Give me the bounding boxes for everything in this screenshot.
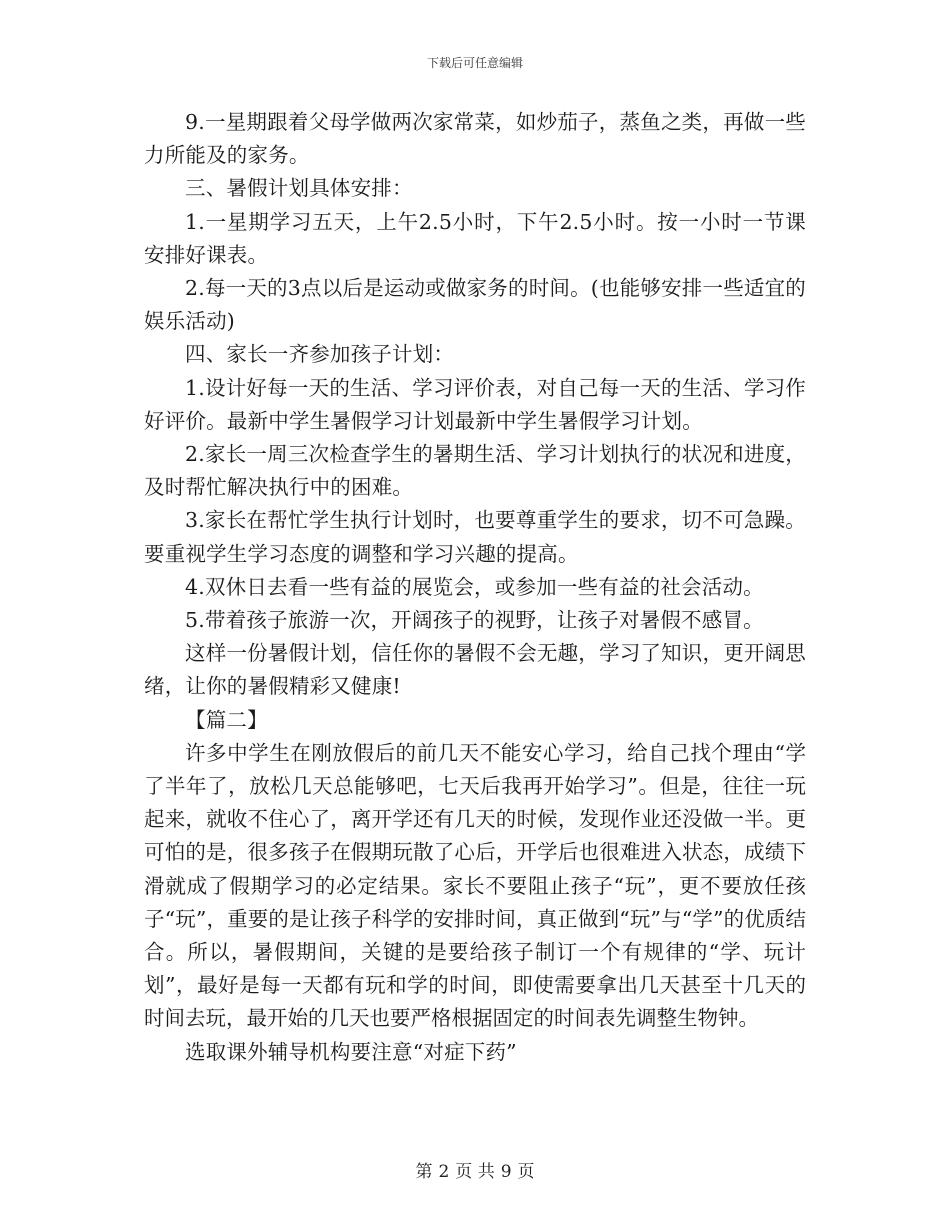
paragraph-parent-2: 2.家长一周三次检查学生的暑期生活、学习计划执行的状况和进度，及时帮忙解决执行中的困难。 [144,442,806,500]
paragraph-parent-5: 5.带着孩子旅游一次，开阔孩子的视野，让孩子对暑假不感冒。 [185,608,764,633]
paragraph-item-9: 9.一星期跟着父母学做两次家常菜，如炒茄子，蒸鱼之类，再做一些力所能及的家务。 [144,110,806,168]
paragraph-conclusion: 这样一份暑假计划，信任你的暑假不会无趣，学习了知识，更开阔思绪，让你的暑假精彩又健康! [144,641,806,699]
section-heading-3: 三、暑假计划具体安排： [185,176,413,201]
paragraph-part-2-body: 许多中学生在刚放假后的前几天不能安心学习，给自己找个理由“学了半年了，放松几天总能够吧，七天后我再开始学习”。但是，往往一玩起来，就收不住心了，离开学还有几天的时候，发现作业还没做一半。更可怕的是，很多孩子在假期玩散了心后，开学后也很难进入状态，成绩下滑就成了假期学习的必定结果。家长不要阻止孩子“玩”，更不要放任孩子“玩”，重要的是让孩子科学的安排时间，真正做到“玩”与“学”的优质结合。所以，暑假期间，关键的是要给孩子制订一个有规律的“学、玩计划”，最好是每一天都有玩和学的时间，即使需要拿出几天甚至十几天的时间去玩，最开始的几天也要严格根据固定的时间表先调整生物钟。 [144,740,806,1031]
document-body [144,106,806,1069]
footer-total-pages: 9 [500,1162,512,1182]
paragraph-parent-1: 1.设计好每一天的生活、学习评价表，对自己每一天的生活、学习作好评价。最新中学生暑假学习计划最新中学生暑假学习计划。 [144,375,806,433]
paragraph-schedule-1: 1.一星期学习五天，上午2.5小时，下午2.5小时。按一小时一节课安排好课表。 [144,209,806,267]
paragraph-parent-4: 4.双休日去看一些有益的展览会，或参加一些有益的社会活动。 [185,574,764,599]
section-heading-part-2: 【篇二】 [185,707,268,732]
footer-middle: 页 共 [455,1162,495,1182]
paragraph-tutoring-heading: 选取课外辅导机构要注意“对症下药” [185,1039,517,1064]
paragraph-parent-3: 3.家长在帮忙学生执行计划时，也要尊重学生的要求，切不可急躁。要重视学生学习态度的调整和学习兴趣的提高。 [144,508,806,566]
footer-current-page: 2 [438,1162,450,1182]
footer-suffix: 页 [517,1162,535,1182]
footer-prefix: 第 [415,1162,433,1182]
paragraph-schedule-2: 2.每一天的3点以后是运动或做家务的时间。(也能够安排一些适宜的娱乐活动) [144,276,806,334]
page-footer [0,1157,950,1182]
page-header: 下载后可任意编辑 [426,56,523,70]
section-heading-4: 四、家长一齐参加孩子计划： [185,342,455,367]
